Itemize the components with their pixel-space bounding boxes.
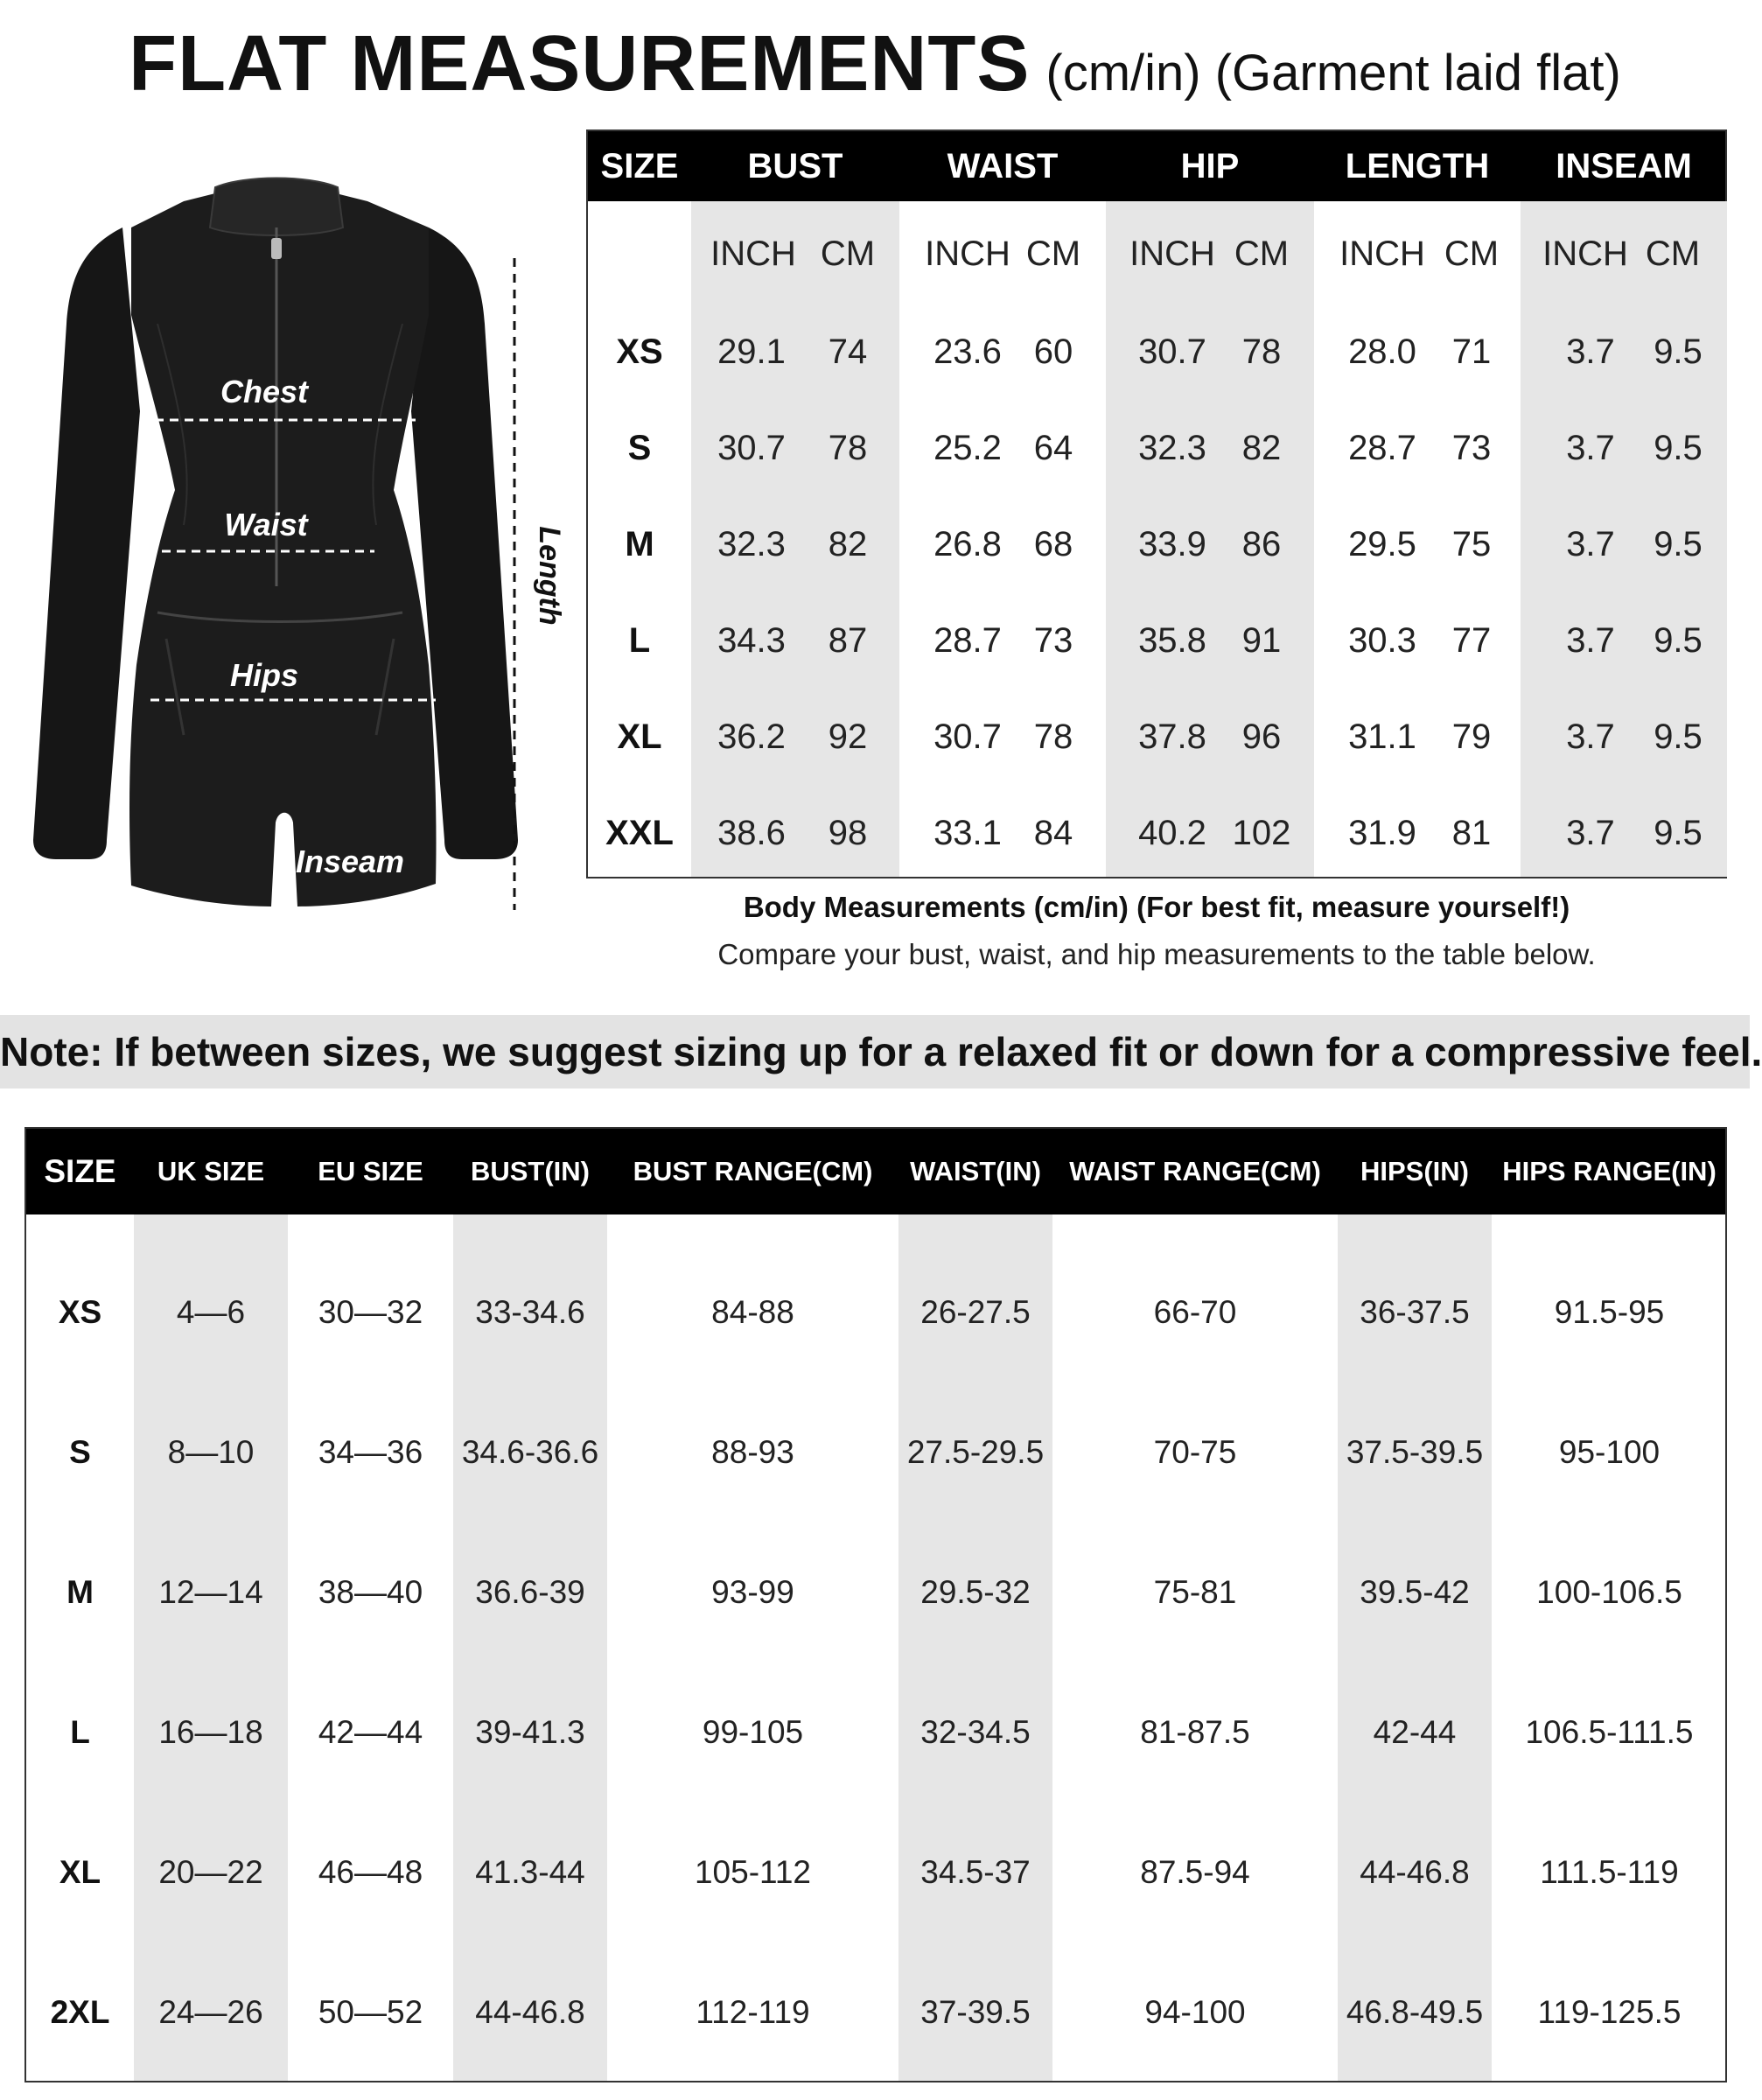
note-banner (0, 1015, 1762, 1088)
flat-value-cell: 86 (1241, 525, 1282, 564)
flat-header-5: INSEAM (1556, 147, 1692, 186)
body-header-5: WAIST(IN) (910, 1156, 1041, 1186)
collar (210, 178, 343, 236)
chest-label: Chest (220, 374, 309, 410)
flat-value-cell: 78 (828, 429, 868, 467)
flat-value-cell: 73 (1033, 621, 1073, 660)
flat-value-cell: 28.7 (1348, 429, 1416, 467)
flat-value-cell: 33.1 (933, 814, 1002, 852)
flat-value-cell: 29.5 (1348, 525, 1416, 564)
body-value-cell: 37-39.5 (920, 1994, 1031, 2030)
flat-value-cell: 82 (1241, 429, 1282, 467)
body-value-cell: 46.8-49.5 (1346, 1994, 1484, 2030)
flat-measurements-table (586, 130, 1727, 878)
romper-body (129, 192, 437, 906)
body-header-6: WAIST RANGE(CM) (1069, 1156, 1321, 1186)
body-value-cell: 95-100 (1558, 1434, 1661, 1470)
body-value-cell: 27.5-29.5 (906, 1434, 1045, 1470)
body-value-cell: 106.5-111.5 (1525, 1714, 1694, 1750)
flat-value-cell: 74 (828, 332, 868, 371)
body-header-1: UK SIZE (157, 1156, 265, 1186)
body-value-cell: 84-88 (711, 1294, 794, 1330)
flat-value-cell: 75 (1451, 525, 1492, 564)
body-measurements-table (24, 1127, 1727, 2082)
flat-value-cell: 36.2 (717, 718, 786, 756)
flat-value-cell: 23.6 (933, 332, 1002, 371)
flat-value-cell: 9.5 (1654, 429, 1703, 467)
body-value-cell: 41.3-44 (475, 1854, 585, 1890)
flat-value-cell: 81 (1451, 814, 1492, 852)
body-size-cell: 2XL (50, 1994, 110, 2030)
flat-value-cell: 82 (828, 525, 868, 564)
flat-value-cell: 28.0 (1348, 332, 1416, 371)
flat-value-cell: 84 (1033, 814, 1073, 852)
body-value-cell: 111.5-119 (1540, 1854, 1679, 1890)
body-value-cell: 93-99 (711, 1574, 794, 1610)
flat-value-cell: 38.6 (717, 814, 786, 852)
flat-size-cell: M (625, 525, 654, 564)
flat-value-cell: 9.5 (1654, 718, 1703, 756)
body-value-cell: 37.5-39.5 (1346, 1434, 1484, 1470)
flat-unit-label: INCH (1542, 234, 1628, 273)
body-value-cell: 50—52 (318, 1994, 423, 2030)
body-value-cell: 42—44 (318, 1714, 423, 1750)
flat-value-cell: 26.8 (933, 525, 1002, 564)
flat-value-cell: 30.7 (1138, 332, 1206, 371)
body-value-cell: 34.6-36.6 (461, 1434, 599, 1470)
body-value-cell: 100-106.5 (1536, 1574, 1682, 1610)
body-measurements-subtitle: Compare your bust, waist, and hip measurements to the table below. (717, 938, 1596, 970)
flat-value-cell: 102 (1232, 814, 1291, 852)
flat-value-cell: 96 (1241, 718, 1282, 756)
flat-value-cell: 35.8 (1138, 621, 1206, 660)
hips-label: Hips (229, 657, 299, 693)
flat-header-0: SIZE (600, 147, 679, 186)
flat-value-cell: 9.5 (1654, 332, 1703, 371)
body-value-cell: 24—26 (158, 1994, 263, 2030)
flat-value-cell: 34.3 (717, 621, 786, 660)
flat-value-cell: 3.7 (1566, 814, 1615, 852)
body-value-cell: 81-87.5 (1140, 1714, 1250, 1750)
body-value-cell: 36.6-39 (475, 1574, 585, 1610)
flat-unit-label: INCH (1339, 234, 1425, 273)
body-value-cell: 42-44 (1373, 1714, 1457, 1750)
flat-value-cell: 31.1 (1348, 718, 1416, 756)
body-measurements-title: Body Measurements (cm/in) (For best fit, measure yourself!) (743, 891, 1570, 923)
body-size-cell: L (70, 1714, 90, 1750)
flat-unit-label: CM (1645, 234, 1701, 273)
flat-value-cell: 60 (1033, 332, 1073, 371)
body-value-cell: 38—40 (318, 1574, 423, 1610)
flat-value-cell: 30.7 (717, 429, 786, 467)
body-value-cell: 105-112 (694, 1854, 812, 1890)
body-header-8: HIPS RANGE(IN) (1502, 1156, 1717, 1186)
inseam-label: Inseam (295, 844, 405, 879)
left-sleeve (33, 228, 140, 859)
body-value-cell: 34—36 (318, 1434, 423, 1470)
flat-value-cell: 25.2 (933, 429, 1002, 467)
flat-value-cell: 3.7 (1566, 718, 1615, 756)
flat-value-cell: 32.3 (1138, 429, 1206, 467)
body-header-3: BUST(IN) (470, 1156, 591, 1186)
flat-value-cell: 32.3 (717, 525, 786, 564)
flat-value-cell: 9.5 (1654, 525, 1703, 564)
body-value-cell: 16—18 (158, 1714, 263, 1750)
flat-header-1: BUST (747, 147, 843, 186)
flat-unit-label: CM (1444, 234, 1500, 273)
flat-header-3: HIP (1180, 147, 1240, 186)
waist-label: Waist (224, 507, 308, 542)
body-value-cell: 39-41.3 (475, 1714, 585, 1750)
body-size-cell: M (66, 1574, 94, 1610)
body-value-cell: 39.5-42 (1360, 1574, 1470, 1610)
flat-value-cell: 40.2 (1138, 814, 1206, 852)
flat-value-cell: 3.7 (1566, 525, 1615, 564)
body-value-cell: 87.5-94 (1140, 1854, 1250, 1890)
body-value-cell: 8—10 (167, 1434, 255, 1470)
flat-value-cell: 9.5 (1654, 814, 1703, 852)
flat-value-cell: 92 (828, 718, 868, 756)
body-value-cell: 20—22 (158, 1854, 263, 1890)
body-value-cell: 91.5-95 (1554, 1294, 1665, 1330)
body-value-cell: 66-70 (1153, 1294, 1237, 1330)
flat-value-cell: 91 (1241, 621, 1282, 660)
flat-value-cell: 30.7 (933, 718, 1002, 756)
body-header-2: EU SIZE (318, 1156, 423, 1186)
body-size-cell: S (69, 1434, 91, 1470)
body-value-cell: 44-46.8 (1360, 1854, 1470, 1890)
body-value-cell: 30—32 (318, 1294, 423, 1330)
flat-value-cell: 78 (1241, 332, 1282, 371)
flat-value-cell: 98 (828, 814, 868, 852)
romper-diagram (17, 175, 566, 945)
body-value-cell: 94-100 (1144, 1994, 1246, 2030)
body-value-cell: 12—14 (158, 1574, 263, 1610)
flat-value-cell: 73 (1451, 429, 1492, 467)
flat-unit-label: CM (1025, 234, 1081, 273)
flat-unit-label: INCH (1129, 234, 1215, 273)
flat-header-4: LENGTH (1345, 147, 1490, 186)
body-size-cell: XS (58, 1294, 102, 1330)
body-header-0: SIZE (44, 1153, 116, 1189)
flat-value-cell: 64 (1033, 429, 1073, 467)
flat-value-cell: 68 (1033, 525, 1073, 564)
flat-value-cell: 3.7 (1566, 332, 1615, 371)
body-value-cell: 34.5-37 (920, 1854, 1031, 1890)
note-text: Note: If between sizes, we suggest sizing up for a relaxed fit or down for a compressive feel. (0, 1029, 1762, 1074)
flat-unit-label: CM (820, 234, 876, 273)
flat-value-cell: 33.9 (1138, 525, 1206, 564)
flat-value-cell: 28.7 (933, 621, 1002, 660)
body-value-cell: 70-75 (1153, 1434, 1237, 1470)
flat-value-cell: 31.9 (1348, 814, 1416, 852)
body-size-cell: XL (59, 1854, 101, 1890)
body-header-7: HIPS(IN) (1360, 1156, 1469, 1186)
flat-unit-label: INCH (925, 234, 1010, 273)
body-value-cell: 75-81 (1153, 1574, 1237, 1610)
flat-value-cell: 37.8 (1138, 718, 1206, 756)
flat-value-cell: 3.7 (1566, 621, 1615, 660)
flat-value-cell: 77 (1451, 621, 1492, 660)
flat-value-cell: 29.1 (717, 332, 786, 371)
title-subtitle: (cm/in) (Garment laid flat) (1045, 45, 1621, 102)
flat-size-cell: S (627, 429, 652, 467)
flat-value-cell: 30.3 (1348, 621, 1416, 660)
body-value-cell: 99-105 (702, 1714, 804, 1750)
body-header-4: BUST RANGE(CM) (633, 1156, 873, 1186)
body-value-cell: 29.5-32 (920, 1574, 1031, 1610)
flat-unit-label: CM (1234, 234, 1290, 273)
body-value-cell: 119-125.5 (1537, 1994, 1682, 2030)
body-value-cell: 4—6 (176, 1294, 246, 1330)
flat-header-2: WAIST (947, 147, 1059, 186)
length-label: Length (533, 526, 566, 626)
garment-illustration (17, 175, 566, 945)
title-main: FLAT MEASUREMENTS (129, 20, 1031, 108)
body-value-cell: 26-27.5 (920, 1294, 1031, 1330)
flat-value-cell: 71 (1451, 332, 1492, 371)
body-value-cell: 46—48 (318, 1854, 423, 1890)
page-title (0, 19, 1750, 109)
flat-value-cell: 87 (828, 621, 868, 660)
body-value-cell: 44-46.8 (475, 1994, 585, 2030)
flat-value-cell: 79 (1451, 718, 1492, 756)
flat-size-cell: XS (616, 332, 663, 371)
flat-size-cell: XL (617, 718, 662, 756)
flat-value-cell: 3.7 (1566, 429, 1615, 467)
flat-value-cell: 78 (1033, 718, 1073, 756)
body-value-cell: 32-34.5 (920, 1714, 1031, 1750)
flat-value-cell: 9.5 (1654, 621, 1703, 660)
body-value-cell: 88-93 (711, 1434, 794, 1470)
body-value-cell: 33-34.6 (475, 1294, 585, 1330)
body-value-cell: 36-37.5 (1360, 1294, 1470, 1330)
flat-size-cell: L (628, 621, 651, 660)
flat-unit-label: INCH (710, 234, 796, 273)
flat-size-cell: XXL (605, 814, 674, 852)
body-value-cell: 112-119 (696, 1994, 810, 2030)
